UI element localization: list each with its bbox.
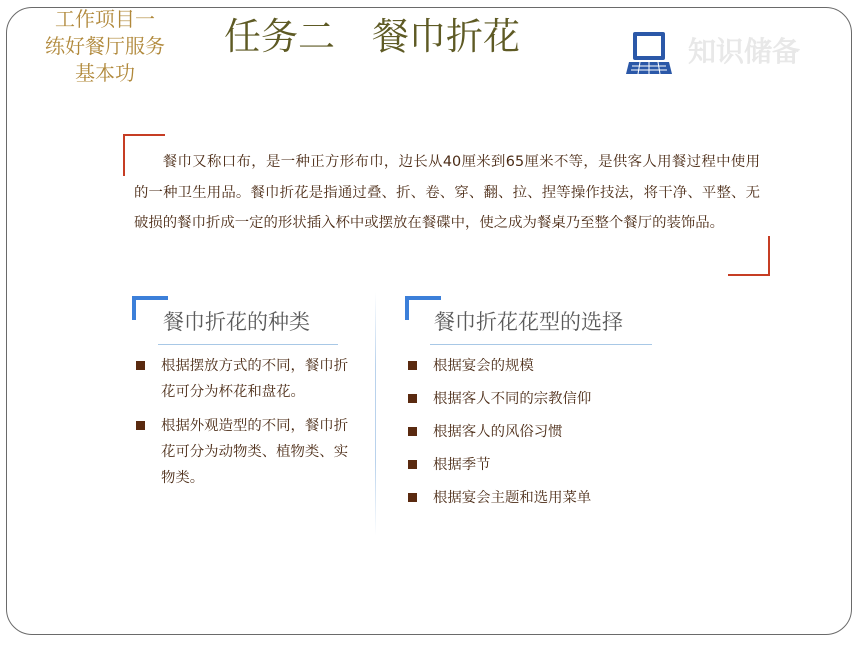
list-item — [406, 485, 706, 511]
left-panel-list — [134, 353, 350, 499]
task-title: 任务二 餐巾折花 — [224, 15, 520, 58]
right-panel-underline — [430, 344, 652, 345]
bullet-square-icon — [408, 493, 417, 502]
list-item — [134, 353, 350, 405]
knowledge-label: 知识储备 — [688, 35, 801, 68]
intro-paragraph: 餐巾又称口布，是一种正方形布巾，边长从40厘米到65厘米不等，是供客人用餐过程中使用的一种卫生用品。餐巾折花是指通过叠、折、卷、穿、翻、拉、捏等操作技法，将干净、平整、无破损的餐巾折成一定的形状插入杯中或摆放在餐碟中，使之成为餐桌乃至整个餐厅的装饰品。 — [134, 154, 760, 231]
slide-frame — [6, 7, 852, 635]
list-item — [406, 353, 706, 379]
project-title — [22, 6, 188, 87]
list-item — [406, 386, 706, 412]
bullet-square-icon — [408, 394, 417, 403]
list-item — [406, 419, 706, 445]
list-item-text: 根据季节 — [433, 457, 491, 473]
left-panel-title: 餐巾折花的种类 — [163, 310, 310, 334]
laptop-icon — [626, 28, 672, 76]
project-title-line-1: 工作项目一 — [55, 7, 155, 31]
panel-divider — [375, 292, 376, 536]
list-item — [134, 413, 350, 491]
bullet-square-icon — [408, 361, 417, 370]
quote-bracket-bottom-right — [728, 236, 770, 276]
list-item-text: 根据宴会的规模 — [433, 358, 534, 374]
left-panel-underline — [158, 344, 338, 345]
bullet-square-icon — [136, 361, 145, 370]
list-item-text: 根据客人不同的宗教信仰 — [433, 391, 592, 407]
project-title-line-2: 练好餐厅服务 — [45, 34, 165, 58]
list-item-text: 根据宴会主题和选用菜单 — [433, 490, 592, 506]
right-panel-title: 餐巾折花花型的选择 — [434, 310, 623, 334]
bullet-square-icon — [408, 427, 417, 436]
bullet-square-icon — [408, 460, 417, 469]
right-panel-list — [406, 353, 706, 518]
list-item-text: 根据客人的风俗习惯 — [433, 424, 563, 440]
list-item-text: 根据外观造型的不同，餐巾折花可分为动物类、植物类、实物类。 — [161, 418, 349, 486]
list-item-text: 根据摆放方式的不同，餐巾折花可分为杯花和盘花。 — [161, 358, 349, 400]
bullet-square-icon — [136, 421, 145, 430]
project-title-line-3: 基本功 — [75, 61, 135, 85]
list-item — [406, 452, 706, 478]
